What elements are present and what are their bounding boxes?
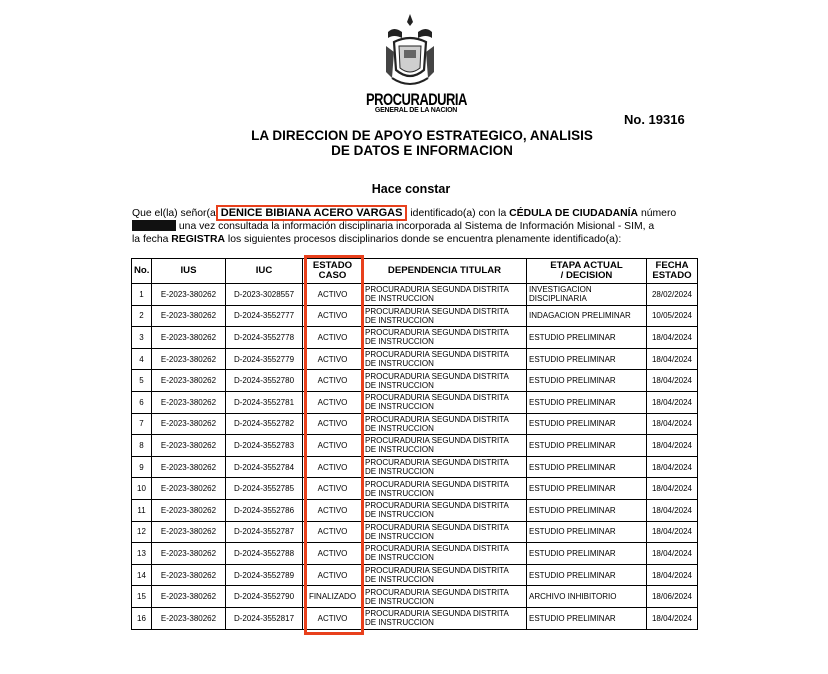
header-dependencia: DEPENDENCIA TITULAR [363, 259, 527, 284]
document-number: No. 19316 [624, 112, 685, 127]
row-dependencia: PROCURADURIA SEGUNDA DISTRITA DE INSTRUCCION [363, 499, 527, 521]
row-iuc: D-2024-3552784 [226, 456, 303, 478]
row-etapa: ESTUDIO PRELIMINAR [527, 521, 647, 543]
row-estado: ACTIVO [303, 521, 363, 543]
table-row [132, 499, 698, 521]
row-dependencia: PROCURADURIA SEGUNDA DISTRITA DE INSTRUCCION [363, 456, 527, 478]
table-row [132, 564, 698, 586]
row-dependencia: PROCURADURIA SEGUNDA DISTRITA DE INSTRUCCION [363, 478, 527, 500]
row-etapa: ARCHIVO INHIBITORIO [527, 586, 647, 608]
row-etapa: ESTUDIO PRELIMINAR [527, 413, 647, 435]
row-estado: ACTIVO [303, 478, 363, 500]
paragraph-text: una vez consultada la información disciplinaria incorporada al Sistema de Información Misional - SIM, a [178, 221, 655, 233]
row-etapa: ESTUDIO PRELIMINAR [527, 370, 647, 392]
row-dependencia: PROCURADURIA SEGUNDA DISTRITA DE INSTRUCCION [363, 391, 527, 413]
row-estado: ACTIVO [303, 543, 363, 565]
table-row [132, 521, 698, 543]
row-fecha: 10/05/2024 [647, 305, 698, 327]
row-fecha: 18/04/2024 [647, 478, 698, 500]
header-etapa: ETAPA ACTUAL / DECISION [527, 259, 647, 284]
registra-word: REGISTRA [171, 233, 225, 245]
row-fecha: 18/06/2024 [647, 586, 698, 608]
row-iuc: D-2023-3028557 [226, 284, 303, 306]
row-estado: ACTIVO [303, 564, 363, 586]
table-header-row [132, 259, 698, 284]
row-ius: E-2023-380262 [152, 284, 226, 306]
row-no: 9 [132, 456, 152, 478]
row-dependencia: PROCURADURIA SEGUNDA DISTRITA DE INSTRUCCION [363, 543, 527, 565]
table-row [132, 543, 698, 565]
row-ius: E-2023-380262 [152, 521, 226, 543]
row-fecha: 18/04/2024 [647, 521, 698, 543]
paragraph-text: Que el(la) señor(a [132, 208, 216, 219]
table-row [132, 391, 698, 413]
row-iuc: D-2024-3552817 [226, 607, 303, 629]
row-dependencia: PROCURADURIA SEGUNDA DISTRITA DE INSTRUCCION [363, 284, 527, 306]
row-fecha: 18/04/2024 [647, 413, 698, 435]
row-fecha: 18/04/2024 [647, 370, 698, 392]
row-estado: ACTIVO [303, 499, 363, 521]
row-iuc: D-2024-3552786 [226, 499, 303, 521]
row-no: 14 [132, 564, 152, 586]
row-fecha: 18/04/2024 [647, 499, 698, 521]
coat-of-arms-icon [380, 12, 440, 92]
subtitle: Hace constar [371, 182, 451, 196]
row-etapa: ESTUDIO PRELIMINAR [527, 564, 647, 586]
row-ius: E-2023-380262 [152, 586, 226, 608]
row-estado: ACTIVO [303, 348, 363, 370]
row-estado: FINALIZADO [303, 586, 363, 608]
row-no: 12 [132, 521, 152, 543]
row-ius: E-2023-380262 [152, 607, 226, 629]
document-title [222, 128, 622, 158]
row-estado: ACTIVO [303, 435, 363, 457]
row-no: 5 [132, 370, 152, 392]
row-etapa: INDAGACION PRELIMINAR [527, 305, 647, 327]
row-ius: E-2023-380262 [152, 348, 226, 370]
row-fecha: 18/04/2024 [647, 456, 698, 478]
row-etapa: INVESTIGACION DISCIPLINARIA [527, 284, 647, 306]
row-fecha: 18/04/2024 [647, 327, 698, 349]
row-estado: ACTIVO [303, 327, 363, 349]
processes-table [131, 258, 698, 630]
row-iuc: D-2024-3552785 [226, 478, 303, 500]
table-row [132, 284, 698, 306]
row-ius: E-2023-380262 [152, 391, 226, 413]
row-fecha: 28/02/2024 [647, 284, 698, 306]
row-dependencia: PROCURADURIA SEGUNDA DISTRITA DE INSTRUCCION [363, 348, 527, 370]
row-iuc: D-2024-3552777 [226, 305, 303, 327]
table-row [132, 435, 698, 457]
row-dependencia: PROCURADURIA SEGUNDA DISTRITA DE INSTRUCCION [363, 435, 527, 457]
row-ius: E-2023-380262 [152, 478, 226, 500]
paragraph-text: número [640, 208, 677, 219]
row-dependencia: PROCURADURIA SEGUNDA DISTRITA DE INSTRUCCION [363, 305, 527, 327]
row-iuc: D-2024-3552783 [226, 435, 303, 457]
logo-wordmark: PROCURADURIA [366, 90, 467, 109]
header-iuc: IUC [226, 259, 303, 284]
table-row [132, 607, 698, 629]
row-etapa: ESTUDIO PRELIMINAR [527, 391, 647, 413]
row-iuc: D-2024-3552789 [226, 564, 303, 586]
row-no: 11 [132, 499, 152, 521]
row-etapa: ESTUDIO PRELIMINAR [527, 348, 647, 370]
redacted-id-number [132, 220, 176, 231]
row-fecha: 18/04/2024 [647, 435, 698, 457]
row-ius: E-2023-380262 [152, 327, 226, 349]
title-line-1: LA DIRECCION DE APOYO ESTRATEGICO, ANALISIS [251, 128, 593, 143]
row-ius: E-2023-380262 [152, 543, 226, 565]
paragraph-text: la fecha [132, 233, 169, 245]
row-ius: E-2023-380262 [152, 499, 226, 521]
row-no: 3 [132, 327, 152, 349]
row-dependencia: PROCURADURIA SEGUNDA DISTRITA DE INSTRUCCION [363, 370, 527, 392]
logo-subtitle: GENERAL DE LA NACION [374, 107, 458, 114]
document-type: CÉDULA DE CIUDADANÍA [509, 208, 639, 219]
paragraph-text: los siguientes procesos disciplinarios donde se encuentra plenamente identificado(a): [227, 233, 622, 245]
person-name-highlight: DENICE BIBIANA ACERO VARGAS [216, 205, 408, 221]
row-iuc: D-2024-3552780 [226, 370, 303, 392]
row-no: 2 [132, 305, 152, 327]
row-ius: E-2023-380262 [152, 435, 226, 457]
row-ius: E-2023-380262 [152, 370, 226, 392]
row-etapa: ESTUDIO PRELIMINAR [527, 543, 647, 565]
row-estado: ACTIVO [303, 370, 363, 392]
row-estado: ACTIVO [303, 607, 363, 629]
row-no: 8 [132, 435, 152, 457]
table-row [132, 413, 698, 435]
table-row [132, 348, 698, 370]
row-iuc: D-2024-3552778 [226, 327, 303, 349]
row-iuc: D-2024-3552788 [226, 543, 303, 565]
row-no: 4 [132, 348, 152, 370]
header-ius: IUS [152, 259, 226, 284]
row-dependencia: PROCURADURIA SEGUNDA DISTRITA DE INSTRUCCION [363, 564, 527, 586]
row-estado: ACTIVO [303, 413, 363, 435]
row-dependencia: PROCURADURIA SEGUNDA DISTRITA DE INSTRUCCION [363, 586, 527, 608]
row-dependencia: PROCURADURIA SEGUNDA DISTRITA DE INSTRUCCION [363, 521, 527, 543]
row-dependencia: PROCURADURIA SEGUNDA DISTRITA DE INSTRUCCION [363, 413, 527, 435]
row-ius: E-2023-380262 [152, 305, 226, 327]
header-fecha: FECHA ESTADO [647, 259, 698, 284]
row-fecha: 18/04/2024 [647, 348, 698, 370]
row-fecha: 18/04/2024 [647, 391, 698, 413]
row-iuc: D-2024-3552787 [226, 521, 303, 543]
table-row [132, 586, 698, 608]
paragraph-text: identificado(a) con la [410, 208, 507, 219]
header-no: No. [132, 259, 152, 284]
certification-paragraph [132, 207, 698, 246]
table-row [132, 478, 698, 500]
row-iuc: D-2024-3552779 [226, 348, 303, 370]
table-row [132, 456, 698, 478]
row-estado: ACTIVO [303, 284, 363, 306]
row-no: 16 [132, 607, 152, 629]
row-no: 6 [132, 391, 152, 413]
row-no: 10 [132, 478, 152, 500]
paragraph-line-3 [132, 234, 698, 246]
paragraph-line-1 [132, 207, 698, 220]
row-estado: ACTIVO [303, 456, 363, 478]
row-etapa: ESTUDIO PRELIMINAR [527, 499, 647, 521]
row-etapa: ESTUDIO PRELIMINAR [527, 456, 647, 478]
row-iuc: D-2024-3552790 [226, 586, 303, 608]
row-no: 13 [132, 543, 152, 565]
row-dependencia: PROCURADURIA SEGUNDA DISTRITA DE INSTRUCCION [363, 327, 527, 349]
row-no: 1 [132, 284, 152, 306]
table-row [132, 370, 698, 392]
table-row [132, 327, 698, 349]
row-ius: E-2023-380262 [152, 456, 226, 478]
row-etapa: ESTUDIO PRELIMINAR [527, 607, 647, 629]
row-estado: ACTIVO [303, 305, 363, 327]
row-etapa: ESTUDIO PRELIMINAR [527, 435, 647, 457]
table-row [132, 305, 698, 327]
row-etapa: ESTUDIO PRELIMINAR [527, 478, 647, 500]
row-ius: E-2023-380262 [152, 413, 226, 435]
row-etapa: ESTUDIO PRELIMINAR [527, 327, 647, 349]
row-iuc: D-2024-3552782 [226, 413, 303, 435]
row-fecha: 18/04/2024 [647, 607, 698, 629]
row-fecha: 18/04/2024 [647, 564, 698, 586]
header-estado-caso: ESTADO CASO [303, 259, 363, 284]
row-iuc: D-2024-3552781 [226, 391, 303, 413]
row-no: 15 [132, 586, 152, 608]
row-fecha: 18/04/2024 [647, 543, 698, 565]
row-ius: E-2023-380262 [152, 564, 226, 586]
row-estado: ACTIVO [303, 391, 363, 413]
title-line-2: DE DATOS E INFORMACION [331, 143, 513, 158]
row-no: 7 [132, 413, 152, 435]
row-dependencia: PROCURADURIA SEGUNDA DISTRITA DE INSTRUCCION [363, 607, 527, 629]
paragraph-line-2 [132, 220, 698, 233]
